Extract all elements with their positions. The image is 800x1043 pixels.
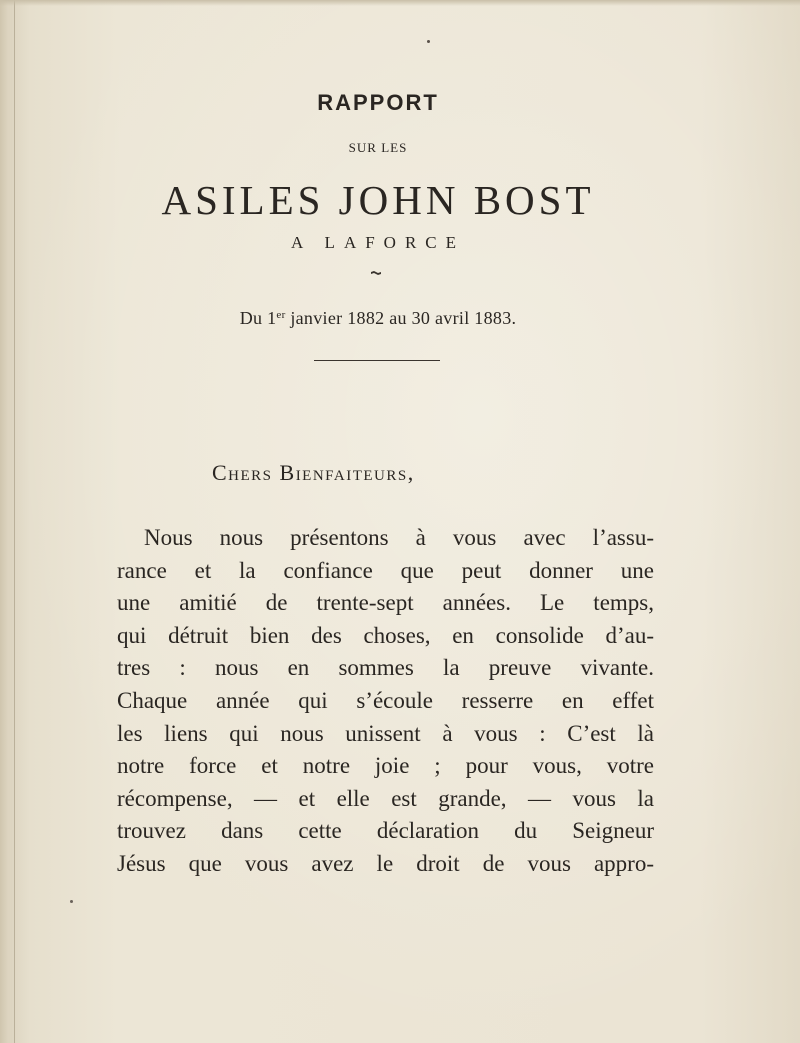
report-title: RAPPORT [317,90,439,115]
binding-edge [0,0,15,1043]
ornament-icon [371,270,381,276]
report-subtitle: SUR LES [348,140,408,155]
body-line: une amitié de trente-sept années. Le temps, [117,590,654,616]
body-line: récompense, — et elle est grande, — vous la [117,785,654,811]
divider-rule [314,360,440,361]
body-line: tres : nous en sommes la preuve vivante. [117,655,654,681]
body-line: trouvez dans cette déclaration du Seigneur [117,818,654,844]
date-superscript: er [276,309,286,321]
salutation: Chers Bienfaiteurs, [212,460,415,485]
body-line: Jésus que vous avez le droit de vous appro- [117,850,654,876]
ink-speck [427,40,430,43]
body-line: qui détruit bien des choses, en consolide d’au- [117,622,654,648]
body-line: Nous nous présentons à vous avec l’assu- [144,525,654,550]
body-paragraph [117,522,654,881]
body-line: Chaque année qui s’écoule resserre en effet [117,687,654,713]
date-rest: janvier 1882 au 30 avril 1883. [285,308,517,328]
body-line: rance et la confiance que peut donner une [117,557,654,583]
body-line: notre force et notre joie ; pour vous, votre [117,753,654,779]
main-heading: ASILES JOHN BOST [161,177,595,223]
page-top-edge [0,0,800,6]
margin-speck [70,900,73,903]
report-date [0,308,756,329]
body-line: les liens qui nous unissent à vous : C’est là [117,720,654,746]
date-prefix: Du 1 [239,308,277,328]
place-name: A LAFORCE [290,233,466,252]
